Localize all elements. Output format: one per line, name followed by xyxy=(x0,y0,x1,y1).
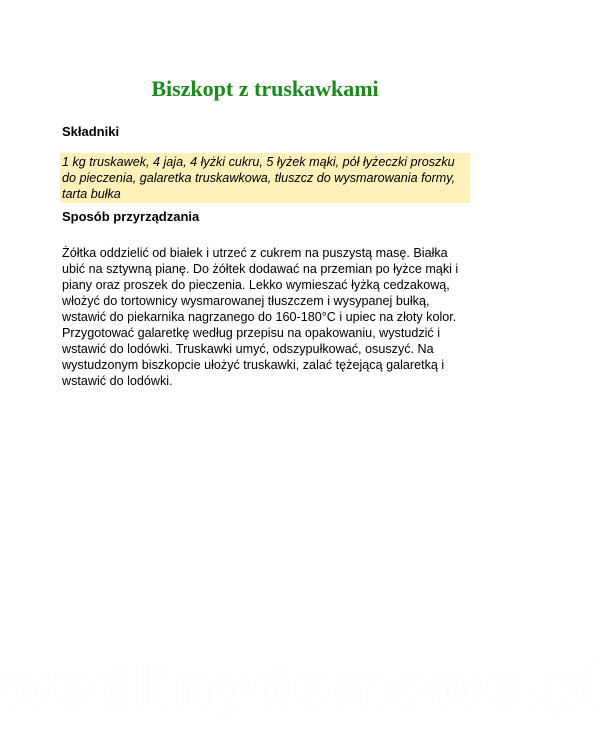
ingredients-heading: Składniki xyxy=(62,124,120,139)
ingredients-text: 1 kg truskawek, 4 jaja, 4 łyżki cukru, 5 łyżek mąki, pół łyżeczki proszku do pieczenia, galaretka truskawkowa, tłuszcz do wysmarowania formy, tarta bułka xyxy=(60,153,470,203)
recipe-title: Biszkopt z truskawkami xyxy=(151,76,379,101)
method-text: Żółtka oddzielić od białek i utrzeć z cukrem na puszystą masę. Białka ubić na sztywną pianę. Do żółtek dodawać na przemian po łyżce mąki i piany oraz proszek do pieczenia. Lekko wymieszać łyżką cedzakową, włożyć do tortownicy wysmarowanej tłuszczem i wysypanej bułką, wstawić do piekarnika nagrzanego do 160-180°C i upiec na złoty kolor. Przygotować galaretkę według przepisu na opakowaniu, wystudzić i wstawić do lodówki. Truskawki umyć, odszypułkować, osuszyć. Na wystudzonym biszkopcie ułożyć truskawki, zalać tężejącą galaretką i wstawić do lodówki. xyxy=(62,246,459,388)
watermark: wedlinydomowe.pl xyxy=(0,654,606,719)
method-heading: Sposób przyrządzania xyxy=(62,209,200,224)
